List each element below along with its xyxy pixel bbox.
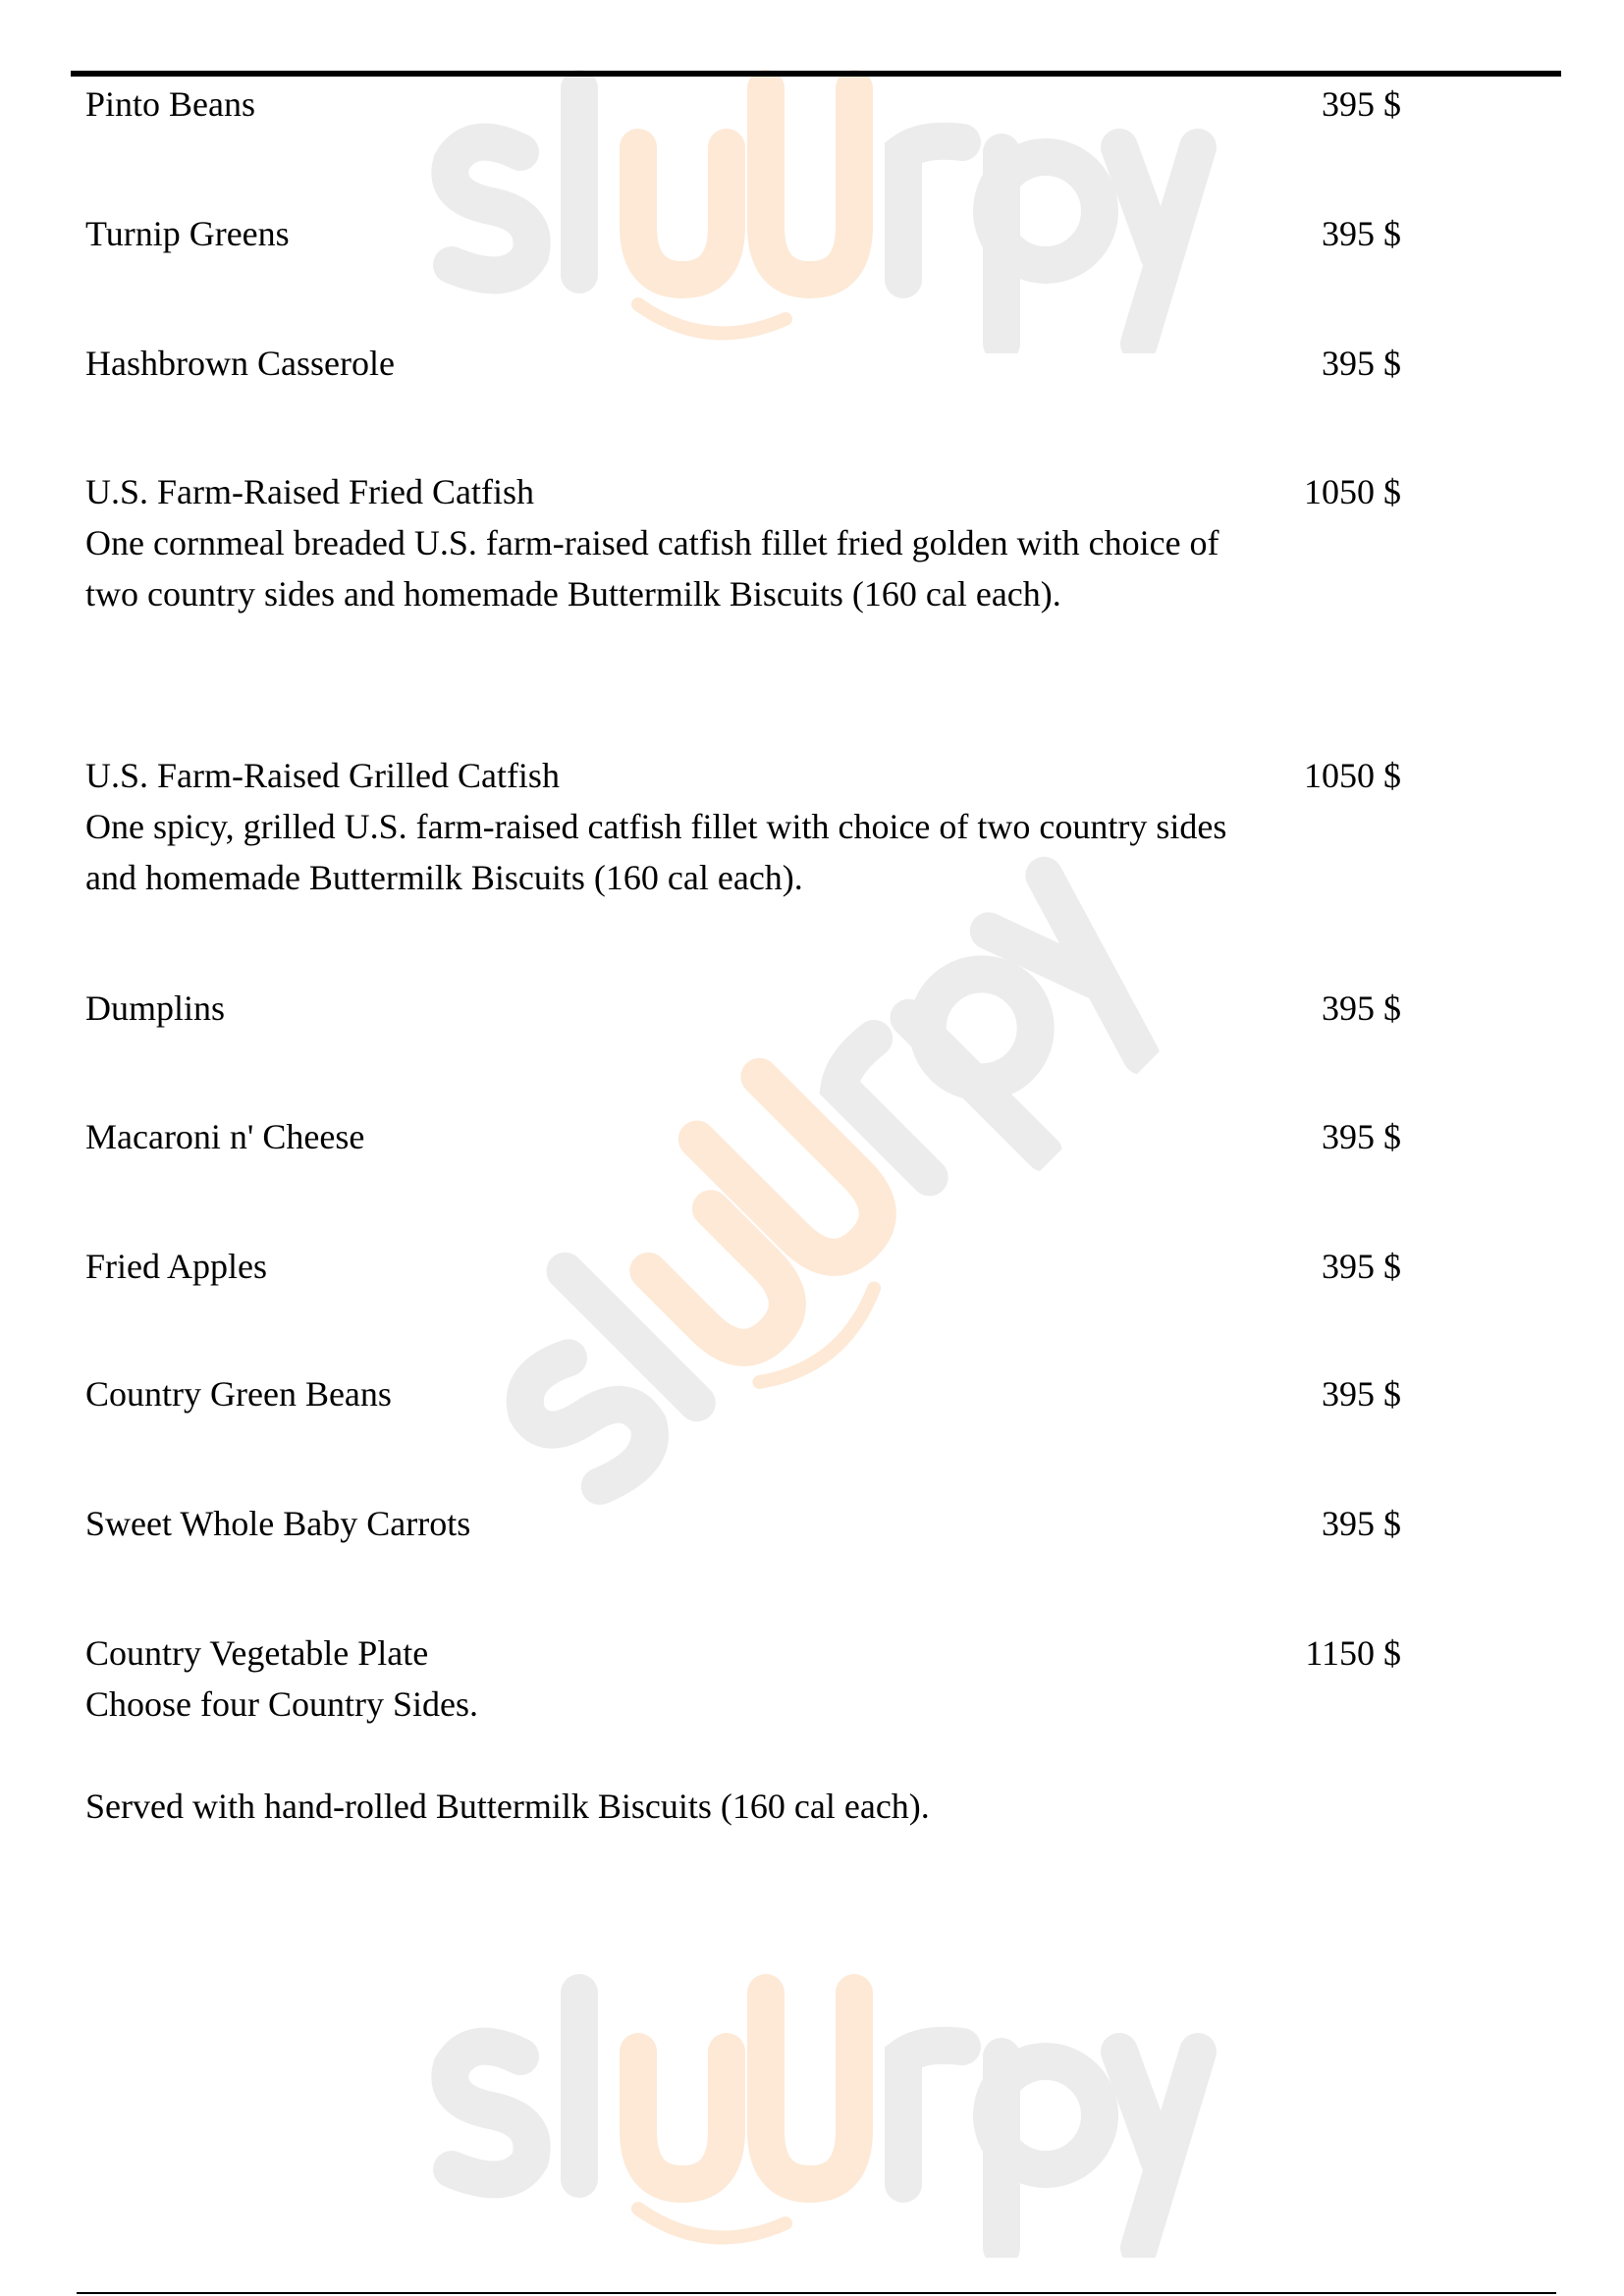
item-name: Turnip Greens (85, 214, 290, 253)
item-price: 395 $ (1322, 1374, 1401, 1414)
footer-note: Served with hand-rolled Buttermilk Biscuits (160 cal each). (85, 1787, 930, 1826)
item-name: Sweet Whole Baby Carrots (85, 1504, 471, 1543)
item-price: 395 $ (1322, 988, 1401, 1028)
menu-item (85, 1368, 1401, 1419)
bottom-divider (77, 2292, 1556, 2294)
menu-item (85, 466, 1401, 619)
item-name: Pinto Beans (85, 84, 256, 124)
menu-item (85, 983, 1401, 1034)
item-price: 395 $ (1322, 1247, 1401, 1286)
menu-item (85, 1241, 1401, 1292)
menu-item (85, 1111, 1401, 1162)
item-price: 395 $ (1322, 1504, 1401, 1543)
item-name: Fried Apples (85, 1247, 267, 1286)
item-name: Country Green Beans (85, 1374, 392, 1414)
menu-item (85, 338, 1401, 389)
top-divider (71, 71, 1561, 77)
item-name: Hashbrown Casserole (85, 344, 395, 383)
menu-item (85, 1628, 1401, 1730)
item-price: 395 $ (1322, 84, 1401, 124)
item-name: U.S. Farm-Raised Grilled Catfish (85, 756, 560, 795)
item-price: 395 $ (1322, 344, 1401, 383)
watermark-logo (412, 1963, 1218, 2258)
item-name: U.S. Farm-Raised Fried Catfish (85, 472, 534, 511)
item-description: One spicy, grilled U.S. farm-raised catfish fillet with choice of two country sides and homemade Buttermilk Biscuits (160 cal each). (85, 807, 1227, 897)
item-price: 1150 $ (1305, 1633, 1401, 1673)
menu-item (85, 208, 1401, 259)
item-name: Dumplins (85, 988, 226, 1028)
menu-item (85, 79, 1401, 130)
watermark-logo (426, 799, 1204, 1576)
item-name: Macaroni n' Cheese (85, 1117, 365, 1156)
item-price: 1050 $ (1304, 472, 1401, 511)
item-price: 1050 $ (1304, 756, 1401, 795)
item-price: 395 $ (1322, 1117, 1401, 1156)
menu-item (85, 750, 1401, 903)
item-name: Country Vegetable Plate (85, 1633, 429, 1673)
item-price: 395 $ (1322, 214, 1401, 253)
item-description: One cornmeal breaded U.S. farm-raised catfish fillet fried golden with choice of two country sides and homemade Buttermilk Biscuits (160 cal each). (85, 523, 1219, 614)
item-description: Choose four Country Sides. (85, 1684, 478, 1724)
menu-item (85, 1498, 1401, 1549)
